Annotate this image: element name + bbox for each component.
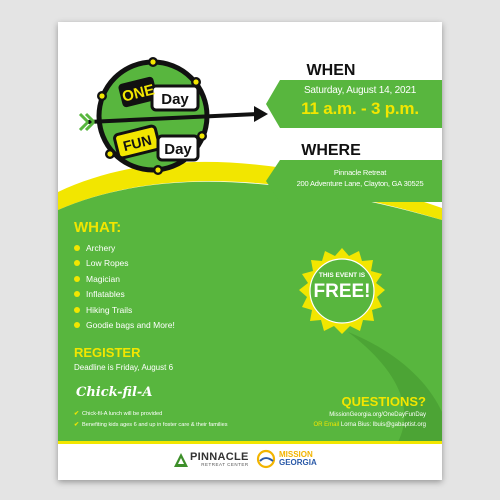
bullet-icon — [74, 322, 80, 328]
chick-fil-a-logo: Chick-fil-A — [76, 385, 153, 400]
questions-heading: QUESTIONS? — [341, 394, 426, 409]
logo-word-day-2: Day — [164, 141, 192, 158]
sponsor-note — [74, 410, 162, 417]
activity-label: Low Ropes — [86, 258, 129, 269]
one-day-fun-day-logo — [78, 44, 268, 194]
bullet-icon — [74, 245, 80, 251]
free-badge-line2: FREE! — [313, 281, 371, 302]
activity-label: Goodie bags and More! — [86, 320, 175, 331]
sponsor-note-text: Benefiting kids ages 6 and up in foster care & their families — [82, 421, 228, 428]
list-item — [74, 240, 175, 256]
bullet-icon — [74, 276, 80, 282]
what-heading: WHAT: — [74, 219, 122, 236]
pinnacle-sub: RETREAT CENTER — [201, 462, 249, 467]
list-item — [74, 271, 175, 287]
mission-georgia-logo — [256, 449, 317, 469]
mountain-icon — [174, 453, 188, 467]
georgia-word: GEORGIA — [279, 458, 317, 467]
or-email-label: OR Email — [313, 422, 340, 428]
questions-email-line — [314, 422, 426, 428]
pinnacle-name: PINNACLE — [190, 451, 249, 463]
logo-word-day-1: Day — [161, 91, 189, 108]
list-item — [74, 287, 175, 303]
flyer — [58, 22, 442, 480]
bullet-icon — [74, 307, 80, 313]
activity-list — [74, 240, 175, 333]
list-item — [74, 302, 175, 318]
logo-word-one: ONE — [120, 81, 157, 106]
event-date: Saturday, August 14, 2021 — [303, 85, 417, 96]
venue-address: 200 Adventure Lane, Clayton, GA 30525 — [296, 179, 424, 188]
activity-label: Magician — [86, 273, 121, 284]
when-heading: WHEN — [306, 62, 356, 79]
bullet-icon — [74, 260, 80, 266]
register-heading: REGISTER — [74, 345, 141, 360]
free-badge-line1: THIS EVENT IS — [318, 272, 366, 279]
event-time: 11 a.m. - 3 p.m. — [301, 99, 419, 118]
check-icon: ✔ — [74, 422, 80, 428]
venue-name: Pinnacle Retreat — [333, 168, 387, 177]
activity-label: Inflatables — [86, 289, 125, 300]
register-deadline: Deadline is Friday, August 6 — [74, 363, 174, 372]
mission-word: MISSION — [279, 450, 313, 459]
globe-icon — [256, 449, 276, 469]
sponsor-note — [74, 421, 228, 428]
activity-label: Archery — [86, 242, 116, 253]
activity-label: Hiking Trails — [86, 304, 133, 315]
questions-url[interactable]: MissionGeorgia.org/OneDayFunDay — [329, 412, 426, 418]
sponsor-note-text: Chick-fil-A lunch will be provided — [82, 410, 163, 417]
logo-word-fun: FUN — [121, 131, 154, 155]
bullet-icon — [74, 291, 80, 297]
where-heading: WHERE — [301, 142, 361, 159]
questions-contact[interactable]: Lorna Bius: lbuis@gabaptist.org — [340, 422, 426, 428]
pinnacle-logo — [174, 452, 249, 467]
list-item — [74, 318, 175, 334]
list-item — [74, 256, 175, 272]
check-icon: ✔ — [74, 411, 80, 417]
